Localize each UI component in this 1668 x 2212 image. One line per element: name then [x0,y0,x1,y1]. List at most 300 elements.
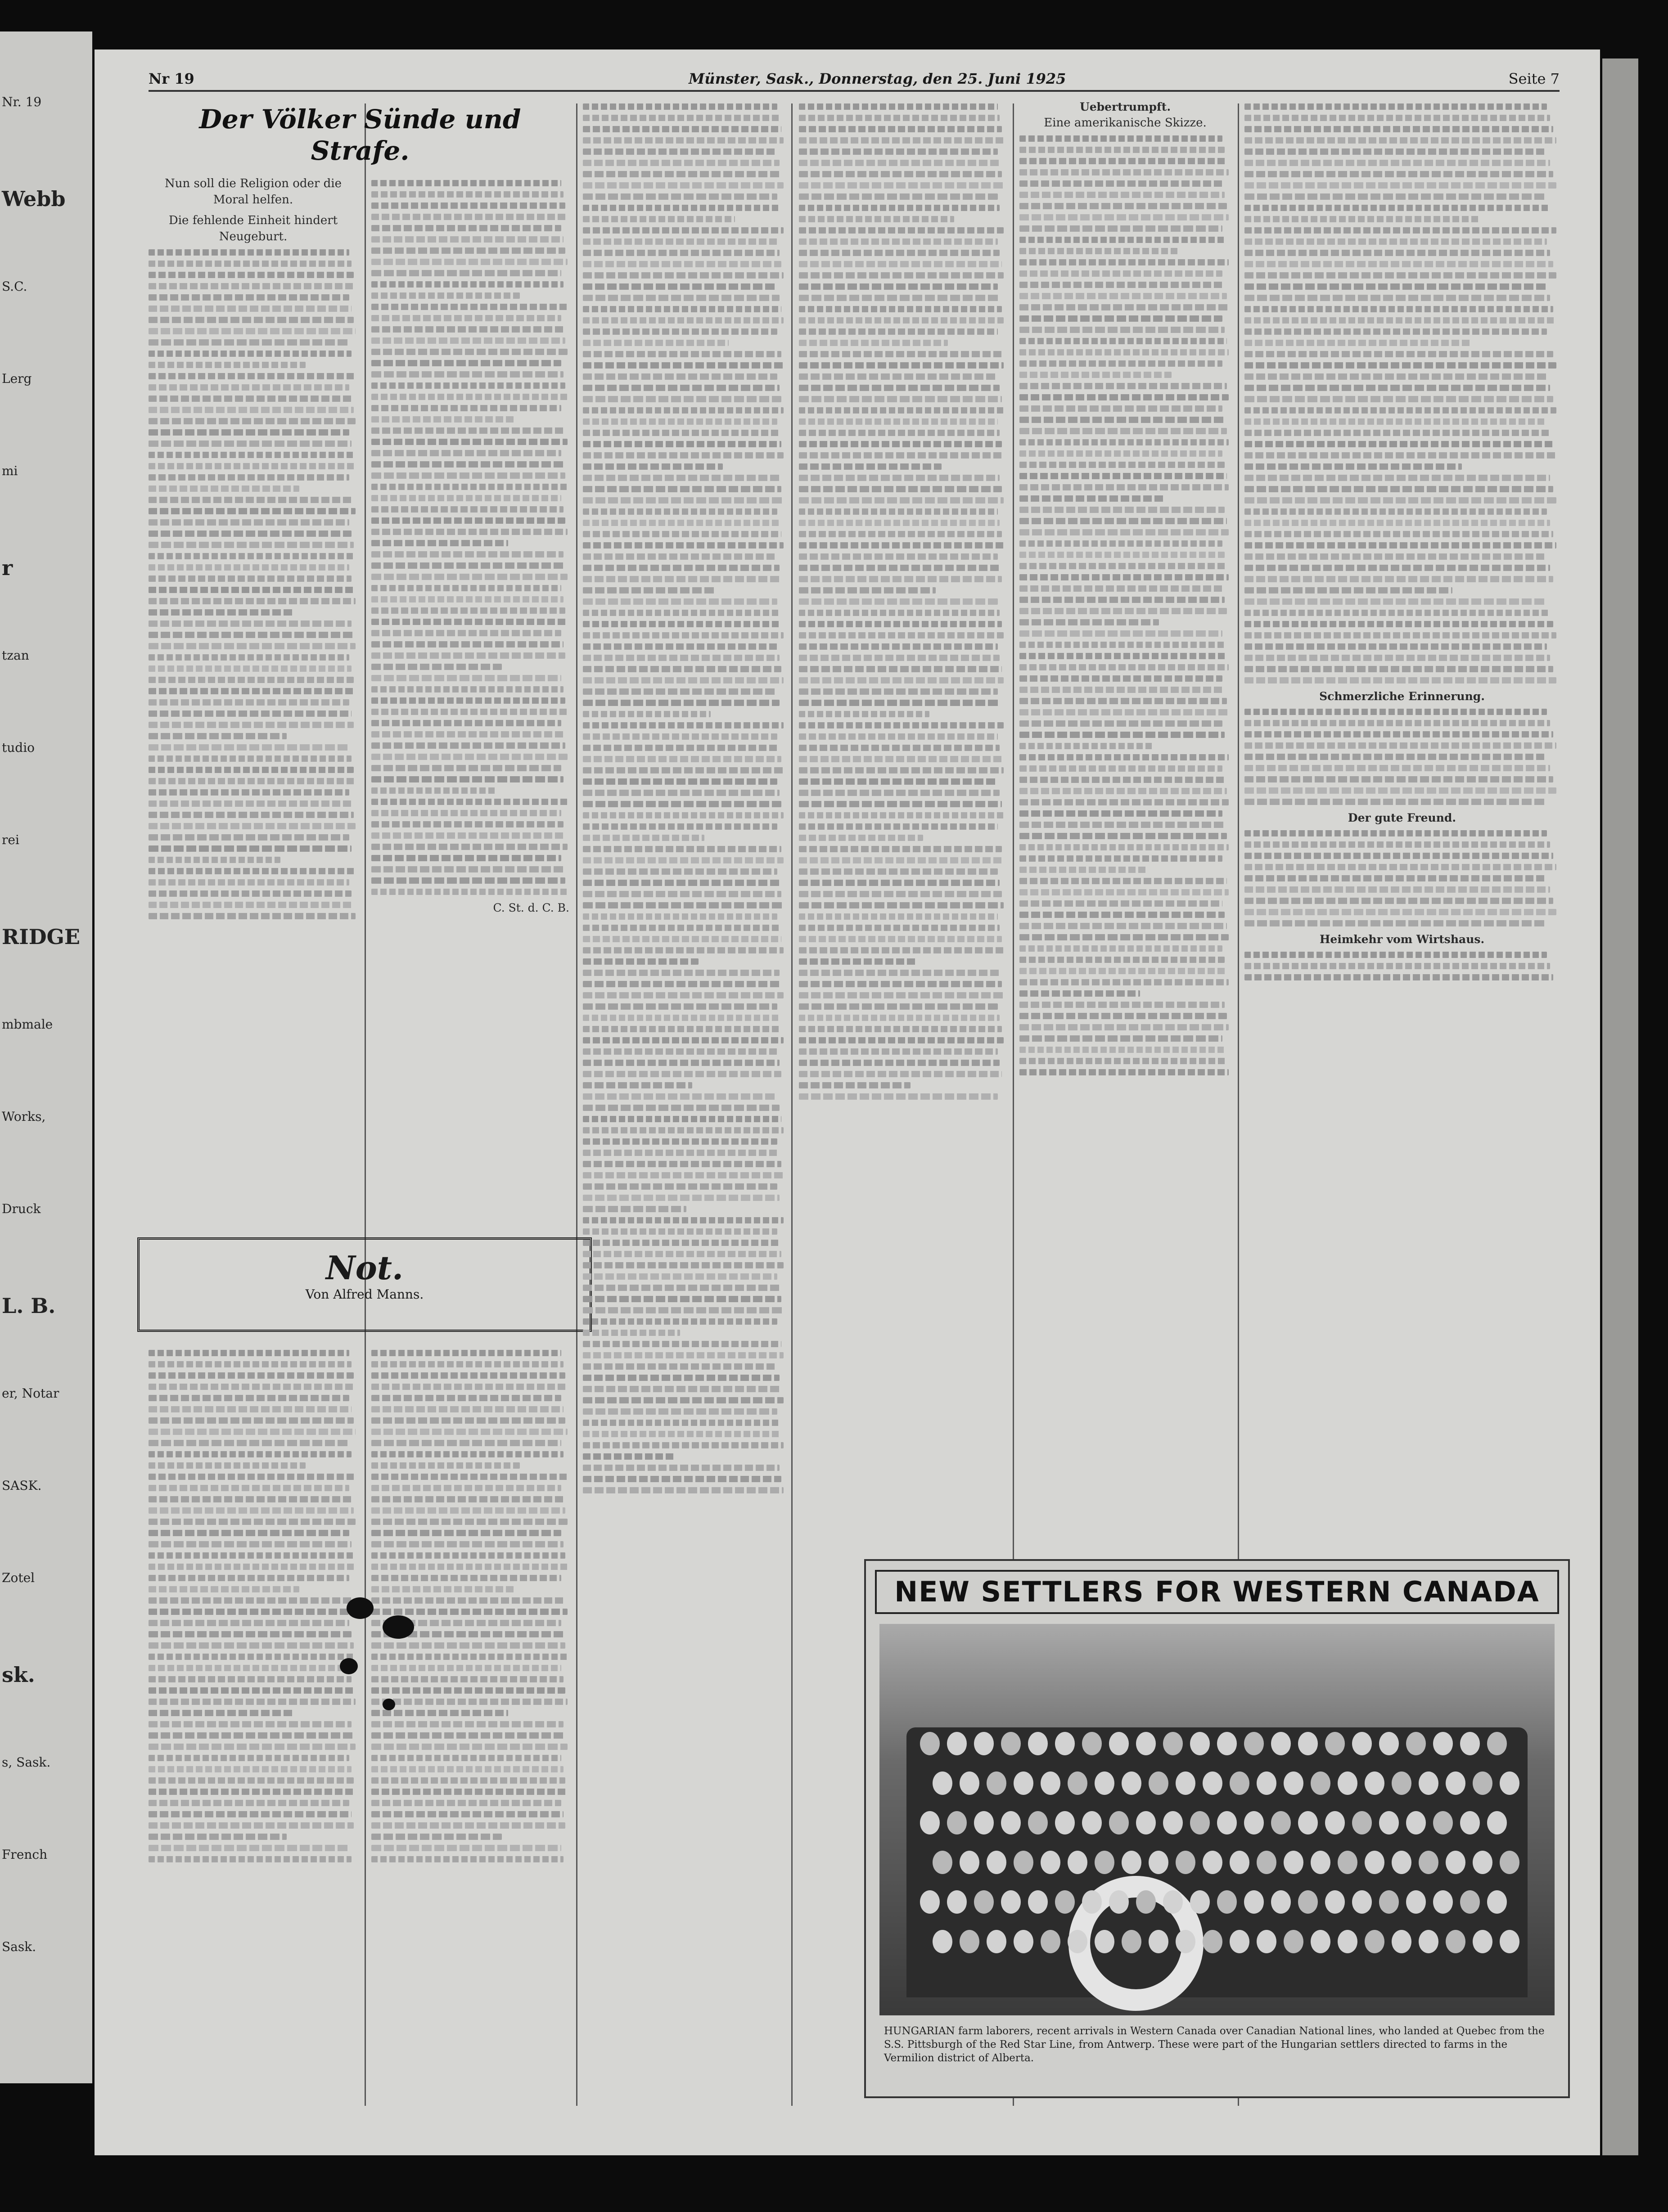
person-head [1028,1811,1048,1834]
person-head [1406,1811,1426,1834]
text-line [799,497,1004,504]
text-line [1019,450,1222,457]
person-head [1149,1771,1168,1795]
text-line [1019,788,1227,794]
text-line [799,823,998,830]
text-line [1019,293,1227,299]
text-line [1019,900,1222,907]
text-line [1019,664,1229,670]
text-line [1019,833,1227,839]
text-line [799,722,1004,728]
text-line [799,947,1004,953]
text-line [1019,372,1172,378]
text-line [799,542,1004,549]
text-line [371,562,565,569]
text-line [371,709,568,715]
text-line [583,981,781,987]
person-head [1325,1811,1345,1834]
text-line [371,1530,561,1536]
person-head [1352,1811,1372,1834]
text-line [583,441,781,447]
previous-page-fragment: er, Notar [2,1386,59,1401]
text-line [149,531,352,537]
text-line [1019,1002,1225,1008]
text-line [799,1082,911,1088]
text-line [1244,160,1550,166]
text-line [583,1105,780,1111]
text-line [149,643,356,649]
text-line [583,925,780,931]
text-line [1244,610,1550,616]
text-line [371,214,568,220]
text-line [149,1530,349,1536]
text-line [149,486,299,492]
person-head [974,1890,994,1914]
text-line [371,877,565,884]
text-line [799,1015,1000,1021]
person-head [1271,1732,1291,1755]
article-header [149,103,572,175]
text-line [1244,542,1556,549]
text-line [1244,137,1556,144]
text-line [583,261,781,267]
article-title: Not. [325,1249,404,1287]
text-line [371,1789,568,1795]
text-line [1019,653,1227,659]
person-head [1230,1851,1249,1874]
text-line [583,1420,780,1426]
text-line [799,531,1002,537]
person-head [1203,1930,1222,1953]
text-line [371,596,564,602]
text-line [371,1429,568,1435]
text-line [583,1138,777,1145]
person-head [987,1851,1006,1874]
text-line [799,171,1002,177]
text-line [149,553,356,559]
text-line [371,799,568,805]
text-line [583,295,780,301]
text-line [371,1575,561,1581]
person-head [960,1930,979,1953]
person-head [960,1771,979,1795]
text-line [1244,407,1556,414]
text-line [149,609,293,616]
person-head [1365,1771,1384,1795]
person-head [1230,1771,1249,1795]
text-line [371,619,568,625]
text-line [799,340,948,346]
text-line [1019,192,1225,198]
text-line [799,1026,1002,1032]
text-line [1019,1058,1227,1064]
text-line [371,675,561,681]
person-head [1284,1851,1303,1874]
text-line [583,1183,777,1190]
text-line [1244,841,1550,848]
text-line [583,1206,686,1212]
text-line [583,1037,784,1043]
column-4 [799,99,1006,1539]
text-line [583,103,777,110]
text-line [799,328,998,335]
body-text [583,103,785,1493]
text-line [371,427,565,434]
text-line [1019,518,1227,524]
text-line [799,126,1002,132]
person-head [1460,1811,1480,1834]
text-line [583,160,780,166]
text-line [1244,754,1547,760]
text-line [371,607,565,614]
text-line [149,722,354,728]
text-line [1244,853,1553,859]
text-line [583,1026,781,1032]
text-line [371,236,564,243]
text-line [1019,270,1222,277]
text-line [799,880,1000,886]
text-line [1019,180,1222,187]
text-line [583,1442,784,1448]
text-line [799,565,1000,571]
text-line [1019,315,1222,322]
text-line [1244,328,1547,335]
person-head [1244,1890,1264,1914]
text-line [583,1330,680,1336]
column-2-lower [371,1345,569,2101]
text-line [371,1755,561,1761]
person-head [1163,1890,1183,1914]
text-line [371,461,564,468]
text-line [799,205,1000,211]
text-line [583,823,777,830]
previous-page-fragment: L. B. [2,1294,56,1318]
text-line [1019,473,1227,479]
text-line [583,193,777,200]
text-line [583,1397,784,1403]
text-line [371,405,561,411]
text-line [371,551,564,557]
person-head [1041,1851,1060,1874]
person-head [1217,1811,1237,1834]
person-head [1392,1771,1411,1795]
text-line [583,745,780,751]
text-line [1244,742,1556,749]
text-line [1244,776,1553,782]
previous-page-fragment: Lerg [2,371,32,386]
person-head [1257,1771,1276,1795]
text-line [1244,295,1550,301]
body-text [1244,952,1560,980]
person-head [1041,1930,1060,1953]
person-head [1055,1890,1075,1914]
person-head [1338,1930,1357,1953]
column-rule [791,103,793,2106]
text-line [1019,439,1229,445]
text-line [149,1429,356,1435]
person-head [1055,1811,1075,1834]
text-line [149,441,352,447]
text-line [799,666,1002,672]
text-line [1019,147,1225,153]
next-page-edge [1602,58,1638,2155]
text-line [371,1395,561,1401]
text-line [371,664,502,670]
text-line [583,1341,781,1347]
person-head [1122,1851,1141,1874]
text-line [371,1766,564,1772]
text-line [799,745,1000,751]
text-line [371,472,565,479]
text-line [149,677,354,683]
text-line [149,834,349,841]
text-line [799,677,1004,683]
text-line [583,205,780,211]
text-line [371,202,565,209]
person-head [933,1930,952,1953]
text-line [149,845,352,852]
person-head [1419,1771,1438,1795]
text-line [1019,540,1222,547]
text-line [583,868,777,875]
person-head [1068,1771,1087,1795]
text-line [583,1487,784,1493]
person-head [1136,1732,1156,1755]
text-line [583,1161,781,1167]
text-line [371,1564,568,1570]
text-line [583,1386,781,1392]
text-line [149,699,349,706]
text-line [371,1642,565,1649]
text-line [149,1710,293,1716]
text-line [799,958,917,965]
text-line [583,1116,781,1122]
text-line [583,1453,674,1460]
text-line [1244,171,1553,177]
text-line [583,171,781,177]
person-head [1109,1732,1129,1755]
text-line [1244,632,1556,638]
text-line [799,621,1002,627]
text-line [371,855,561,861]
text-line [371,1451,564,1457]
text-line [1019,349,1229,355]
text-line [371,810,561,816]
text-line [149,1665,349,1671]
text-line [1244,587,1452,593]
person-head [1109,1890,1129,1914]
text-line [583,1431,781,1437]
person-head [1203,1851,1222,1874]
text-line [583,553,777,560]
text-line [149,654,349,661]
text-line [371,1822,565,1829]
text-line [799,913,998,920]
article-title: Uebertrumpft. [1079,100,1171,113]
text-line [371,889,568,895]
body-text [1019,135,1231,1075]
text-line [799,418,998,425]
text-line [371,821,564,827]
previous-page-fragment: r [2,556,13,580]
text-line [149,823,356,829]
text-line [583,913,777,920]
text-line [1019,743,1153,749]
text-line [371,281,564,288]
text-line [149,508,356,514]
text-line [1244,765,1550,771]
text-line [583,846,781,852]
person-head [987,1930,1006,1953]
text-line [371,1440,561,1446]
text-line [371,1609,568,1615]
article-signature: C. St. d. C. B. [493,901,569,914]
text-line [1244,497,1556,504]
text-line [149,351,352,357]
text-line [1019,1069,1229,1075]
text-line [149,1451,352,1457]
previous-page-fragment: Sask. [2,1939,36,1954]
text-line [149,1507,354,1514]
text-line [1019,417,1225,423]
person-head [1217,1890,1237,1914]
text-line [583,1273,777,1280]
person-head [1500,1771,1519,1795]
text-line [1019,304,1229,310]
text-line [149,632,354,638]
text-line [583,306,781,312]
text-line [583,857,784,863]
person-head [1379,1732,1399,1755]
previous-page-fragment: Zotel [2,1570,35,1585]
text-line [1244,205,1550,211]
person-head [1068,1851,1087,1874]
text-line [583,182,784,189]
text-line [1019,338,1227,344]
text-line [1019,1047,1225,1053]
article-title-box [137,1237,592,1332]
text-line [149,868,356,874]
text-line [1244,655,1550,661]
text-line [583,520,780,526]
text-line [799,812,1004,818]
person-head [947,1732,967,1755]
text-line [371,1361,564,1367]
text-line [799,868,998,875]
text-line [149,744,349,751]
text-line [149,879,349,886]
text-line [149,710,352,717]
text-line [799,857,1004,863]
person-head [1001,1732,1021,1755]
text-line [583,610,780,616]
text-line [1244,909,1556,915]
person-head [1311,1851,1330,1874]
text-line [1244,261,1553,267]
text-line [583,621,781,627]
text-line [149,1789,356,1795]
person-head [1460,1890,1480,1914]
text-line [583,463,723,470]
text-line [583,891,781,897]
text-line [149,1597,354,1604]
person-head [1433,1890,1453,1914]
previous-page-fragment: tudio [2,740,35,755]
text-line [583,115,780,121]
person-head [1176,1930,1195,1953]
text-line [1019,698,1227,704]
person-head [1136,1811,1156,1834]
text-line [1019,360,1222,367]
person-head [1460,1732,1480,1755]
text-line [583,700,780,706]
text-line [1244,799,1547,805]
person-head [1271,1890,1291,1914]
person-head [1001,1890,1021,1914]
person-head [1284,1771,1303,1795]
text-line [583,272,784,279]
person-head [1028,1890,1048,1914]
text-line [1244,643,1547,650]
text-line [799,137,1004,144]
text-line [371,720,561,726]
text-line [583,1003,777,1010]
person-head [1419,1930,1438,1953]
text-line [583,801,781,807]
text-line [1019,912,1225,918]
text-line [583,475,780,481]
text-line [371,1350,561,1356]
person-head [1055,1732,1075,1755]
text-line [583,598,777,605]
text-line [799,373,998,380]
text-line [799,610,1000,616]
text-line [799,182,1004,189]
text-line [1244,720,1550,726]
text-line [371,180,561,186]
text-line [583,1476,781,1482]
text-line [1244,463,1462,470]
text-line [1019,1013,1227,1019]
text-line [149,1384,356,1390]
text-line [583,643,777,650]
text-line [371,1597,565,1604]
text-line [149,688,356,694]
person-head [1473,1851,1492,1874]
text-line [371,1721,564,1727]
text-line [583,756,781,762]
text-line [799,553,998,560]
person-head [1392,1930,1411,1953]
person-head [1433,1811,1453,1834]
text-line [583,497,784,504]
person-head [1217,1732,1237,1755]
text-line [583,1082,692,1088]
text-line [149,396,352,402]
text-line [371,495,561,501]
ink-blot [340,1658,358,1674]
person-head [947,1811,967,1834]
text-line [799,790,1000,796]
text-line [371,787,496,794]
text-line [371,866,564,872]
text-line [371,225,561,231]
text-line [371,1845,561,1851]
text-line [583,430,780,436]
text-line [799,430,1000,436]
text-line [799,1037,1004,1043]
text-line [583,1251,781,1257]
